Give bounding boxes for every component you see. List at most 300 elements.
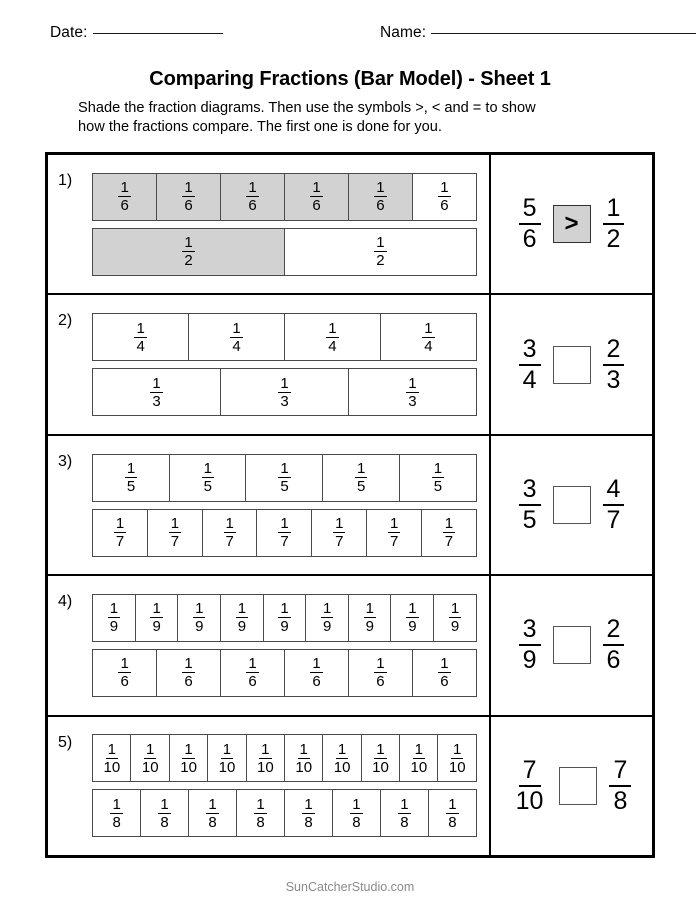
fraction (150, 601, 162, 634)
fraction-numerator: 1 (376, 179, 385, 197)
fraction (350, 797, 362, 830)
answer-right-fraction (603, 334, 625, 394)
fraction-bar-segment[interactable] (236, 789, 285, 837)
fraction-numerator: 4 (603, 477, 625, 506)
fraction-numerator: 1 (120, 655, 129, 673)
fraction-bar-bottom (92, 649, 477, 697)
fraction-bar-segment[interactable] (220, 368, 349, 416)
fraction (246, 656, 258, 689)
fraction-denominator: 2 (376, 252, 385, 270)
fraction-bar-segment[interactable] (220, 173, 285, 221)
fraction-bar-segment[interactable] (140, 789, 189, 837)
fraction-bar-bottom (92, 789, 477, 837)
fraction-bar-segment[interactable] (256, 509, 312, 557)
fraction-denominator: 7 (335, 533, 344, 551)
fraction-bar-segment[interactable] (135, 594, 179, 642)
comparison-symbol-box[interactable]: > (553, 205, 591, 243)
fraction-numerator: 1 (603, 196, 625, 225)
fraction-denominator: 2 (606, 225, 621, 254)
problem-number: 1) (58, 172, 73, 189)
fraction-numerator: 1 (256, 795, 265, 813)
bar-model-group (92, 173, 489, 276)
fraction-numerator: 1 (136, 319, 145, 337)
fraction-bar-segment[interactable] (92, 509, 148, 557)
fraction (169, 516, 181, 549)
fraction-denominator: 8 (208, 813, 217, 831)
fraction-numerator: 1 (450, 600, 460, 618)
fraction (449, 601, 461, 634)
fraction-numerator: 1 (357, 460, 366, 478)
fraction (406, 376, 418, 409)
instructions-line-2: how the fractions compare. The first one is done for you. (78, 119, 442, 135)
fraction-numerator: 1 (248, 655, 257, 673)
problem-number: 5) (58, 733, 73, 751)
fraction-denominator: 4 (522, 365, 537, 394)
fraction-denominator: 10 (448, 758, 466, 776)
fraction-denominator: 6 (522, 225, 537, 254)
fraction-denominator: 9 (109, 618, 119, 636)
fraction-denominator: 7 (280, 533, 289, 551)
fraction-numerator: 1 (352, 795, 361, 813)
fraction-denominator: 10 (372, 758, 389, 776)
fraction-numerator: 1 (299, 740, 308, 758)
fraction-denominator: 10 (410, 758, 428, 776)
fraction-bar-top (92, 734, 477, 782)
diagram-cell (48, 576, 491, 714)
fraction (326, 321, 338, 354)
problem-row (48, 576, 652, 716)
fraction (443, 516, 455, 549)
fraction-bar-segment[interactable] (156, 173, 221, 221)
fraction-denominator: 8 (352, 813, 361, 831)
fraction-numerator: 1 (280, 515, 289, 533)
fraction-numerator: 1 (400, 795, 409, 813)
problem-number: 2) (58, 312, 73, 330)
fraction-numerator: 1 (107, 740, 116, 758)
fraction-denominator: 5 (433, 478, 443, 496)
fraction-bar-segment[interactable] (421, 509, 477, 557)
fraction-bar-segment[interactable] (284, 734, 324, 782)
answer-left-fraction (519, 477, 541, 533)
fraction-denominator: 10 (141, 758, 159, 776)
fraction-denominator: 5 (357, 478, 366, 496)
fraction-numerator: 1 (280, 460, 289, 478)
fraction-bar-segment[interactable] (169, 454, 247, 502)
fraction-denominator: 5 (522, 506, 537, 535)
fraction-bar-segment[interactable] (332, 789, 381, 837)
fraction-bar-segment[interactable] (284, 228, 477, 276)
fraction (406, 601, 418, 634)
fraction-bar-segment[interactable] (305, 594, 349, 642)
fraction-bar-segment[interactable] (92, 313, 189, 361)
fraction-numerator: 1 (232, 319, 241, 337)
fraction-denominator: 6 (248, 197, 257, 215)
fraction (374, 235, 386, 268)
name-label: Name: (380, 24, 427, 41)
fraction-denominator: 10 (333, 758, 351, 776)
fraction-denominator: 3 (408, 392, 417, 410)
answer-left-fraction (519, 334, 541, 394)
fraction-numerator: 1 (225, 515, 234, 533)
fraction-bar-segment[interactable] (92, 594, 136, 642)
fraction (224, 516, 236, 549)
problem-number: 3) (58, 452, 73, 470)
fraction (370, 742, 391, 775)
fraction-denominator: 5 (203, 478, 212, 496)
fraction-bar-segment[interactable] (92, 649, 157, 697)
fraction-bar-bottom (92, 228, 477, 276)
fraction-numerator: 1 (237, 600, 247, 618)
fraction (125, 461, 137, 494)
fraction (140, 742, 161, 775)
fraction (108, 601, 120, 634)
fraction-numerator: 1 (184, 179, 193, 197)
fraction (217, 742, 238, 775)
fraction-bar-segment[interactable] (399, 454, 477, 502)
fraction-denominator: 6 (440, 197, 449, 215)
fraction-denominator: 4 (232, 337, 241, 355)
fraction-numerator: 2 (603, 337, 625, 366)
fraction-bar-segment[interactable] (348, 173, 413, 221)
comparison-symbol-box[interactable] (553, 346, 591, 384)
fraction-numerator: 1 (376, 234, 385, 252)
fraction (150, 376, 162, 409)
fraction-denominator: 8 (112, 813, 121, 831)
worksheet-table (45, 152, 655, 858)
fraction-numerator: 1 (424, 319, 433, 337)
fraction-bar-bottom (92, 368, 477, 416)
fraction-denominator: 4 (424, 337, 433, 355)
answer-cell (491, 717, 652, 855)
fraction-denominator: 4 (136, 337, 145, 355)
fraction (447, 742, 468, 775)
fraction-bar-segment[interactable] (177, 594, 221, 642)
fraction-numerator: 1 (184, 234, 193, 252)
instructions-line-1: Shade the fraction diagrams. Then use the symbols >, < and = to show (78, 100, 536, 116)
fraction-denominator: 7 (444, 533, 454, 551)
fraction-numerator: 1 (261, 740, 270, 758)
fraction-denominator: 8 (613, 786, 628, 815)
comparison-symbol-box[interactable] (559, 767, 597, 805)
fraction-numerator: 1 (208, 795, 217, 813)
fraction (158, 797, 170, 830)
fraction-denominator: 6 (120, 673, 129, 691)
fraction-numerator: 1 (448, 795, 457, 813)
fraction-bar-segment[interactable] (245, 454, 323, 502)
fraction-bar-segment[interactable] (348, 594, 392, 642)
fraction-numerator: 1 (126, 460, 136, 478)
fraction-denominator: 6 (248, 673, 257, 691)
fraction-bar-segment[interactable] (322, 454, 400, 502)
fraction-numerator: 1 (376, 740, 385, 758)
fraction-denominator: 8 (256, 813, 265, 831)
fraction-denominator: 2 (184, 252, 193, 270)
fraction-bar-segment[interactable] (92, 173, 157, 221)
fraction-denominator: 5 (126, 478, 136, 496)
fraction-bar-segment[interactable] (202, 509, 258, 557)
fraction (118, 656, 130, 689)
fraction (193, 601, 205, 634)
fraction-denominator: 10 (295, 758, 313, 776)
date-write-line[interactable] (93, 33, 223, 34)
fraction-numerator: 1 (444, 515, 454, 533)
problem-row (48, 717, 652, 855)
bar-model-group (92, 454, 489, 557)
fraction-bar-segment[interactable] (92, 789, 141, 837)
fraction-numerator: 1 (304, 795, 313, 813)
fraction (278, 376, 290, 409)
bar-model-group (92, 594, 489, 697)
fraction-numerator: 1 (365, 600, 374, 618)
fraction-denominator: 6 (184, 197, 193, 215)
fraction-bar-segment[interactable] (348, 649, 413, 697)
fraction (398, 797, 410, 830)
fraction-denominator: 7 (225, 533, 234, 551)
fraction (278, 516, 290, 549)
fraction-numerator: 1 (203, 460, 212, 478)
answer-left-fraction (519, 196, 541, 252)
fraction-numerator: 1 (152, 600, 161, 618)
fraction-denominator: 6 (184, 673, 193, 691)
diagram-cell (48, 295, 491, 433)
fraction-bar-segment[interactable] (348, 368, 477, 416)
fraction-denominator: 3 (152, 392, 161, 410)
fraction-bar-segment[interactable] (284, 313, 381, 361)
comparison-symbol-box[interactable] (553, 626, 591, 664)
fraction-denominator: 7 (170, 533, 180, 551)
answer-cell (491, 576, 652, 714)
fraction (255, 742, 276, 775)
fraction (178, 742, 199, 775)
fraction (310, 180, 322, 213)
fraction-bar-bottom (92, 509, 477, 557)
fraction-numerator: 1 (453, 740, 462, 758)
fraction-denominator: 8 (400, 813, 409, 831)
instructions (78, 99, 638, 137)
fraction-bar-segment[interactable] (284, 173, 349, 221)
fraction-numerator: 3 (519, 617, 541, 646)
fraction-numerator: 5 (519, 196, 541, 225)
name-field (380, 24, 696, 42)
fraction-bar-segment[interactable] (156, 649, 221, 697)
answer-right-fraction (603, 617, 625, 673)
fraction-bar-segment[interactable] (428, 789, 477, 837)
fraction (134, 321, 146, 354)
fraction-bar-segment[interactable] (433, 594, 477, 642)
bar-model-group (92, 313, 489, 416)
fraction-numerator: 1 (109, 600, 119, 618)
fraction-bar-segment[interactable] (361, 734, 401, 782)
fraction (438, 180, 450, 213)
diagram-cell (48, 436, 491, 574)
fraction-numerator: 1 (335, 515, 344, 533)
fraction-numerator: 1 (195, 600, 204, 618)
fraction (278, 601, 290, 634)
fraction (206, 797, 218, 830)
fraction-numerator: 1 (389, 515, 399, 533)
fraction-denominator: 10 (180, 758, 197, 776)
fraction (355, 461, 367, 494)
fraction-numerator: 1 (312, 179, 321, 197)
fraction-denominator: 9 (237, 618, 247, 636)
fraction-bar-segment[interactable] (412, 173, 477, 221)
fraction-denominator: 6 (376, 197, 385, 215)
fraction-denominator: 10 (256, 758, 274, 776)
fraction-bar-segment[interactable] (322, 734, 362, 782)
fraction-numerator: 1 (160, 795, 169, 813)
fraction-bar-segment[interactable] (220, 649, 285, 697)
fraction-bar-top (92, 313, 477, 361)
problem-row (48, 295, 652, 435)
date-label: Date: (50, 24, 88, 41)
fraction-denominator: 9 (522, 646, 537, 675)
fraction-numerator: 1 (440, 179, 449, 197)
fraction-denominator: 6 (312, 673, 321, 691)
fraction (246, 180, 258, 213)
fraction-bar-segment[interactable] (92, 228, 285, 276)
fraction-denominator: 7 (115, 533, 125, 551)
fraction (230, 321, 242, 354)
fraction (446, 797, 458, 830)
fraction (374, 656, 386, 689)
fraction-bar-top (92, 594, 477, 642)
fraction-bar-segment[interactable] (169, 734, 209, 782)
fraction-denominator: 6 (606, 646, 621, 675)
fraction-denominator: 10 (218, 758, 236, 776)
answer-cell (491, 295, 652, 433)
fraction-bar-segment[interactable] (188, 789, 237, 837)
fraction-denominator: 7 (389, 533, 399, 551)
fraction-denominator: 9 (323, 618, 332, 636)
fraction-numerator: 1 (280, 600, 289, 618)
answer-right-fraction (609, 755, 631, 815)
fraction (293, 742, 314, 775)
fraction-bar-segment[interactable] (399, 734, 439, 782)
fraction-bar-segment[interactable] (92, 454, 170, 502)
fraction-numerator: 1 (408, 374, 417, 392)
fraction (118, 180, 130, 213)
answer-cell (491, 155, 652, 293)
fraction (422, 321, 434, 354)
fraction (101, 742, 122, 775)
fraction-numerator: 1 (152, 374, 161, 392)
fraction-numerator: 1 (376, 655, 385, 673)
fraction-denominator: 10 (103, 758, 121, 776)
fraction (110, 797, 122, 830)
fraction-denominator: 7 (606, 506, 621, 535)
fraction-numerator: 1 (280, 374, 289, 392)
answer-cell (491, 436, 652, 574)
fraction-numerator: 1 (337, 740, 347, 758)
fraction-numerator: 1 (433, 460, 443, 478)
fraction-bar-segment[interactable] (366, 509, 422, 557)
name-write-line[interactable] (431, 33, 696, 34)
answer-left-fraction (519, 617, 541, 673)
fraction-denominator: 9 (152, 618, 161, 636)
fraction-denominator: 3 (606, 365, 621, 394)
fraction-numerator: 7 (519, 758, 541, 787)
fraction-numerator: 1 (323, 600, 332, 618)
fraction (332, 742, 353, 775)
fraction-bar-top (92, 454, 477, 502)
fraction (182, 180, 194, 213)
bar-model-group (92, 734, 489, 837)
fraction-denominator: 8 (304, 813, 313, 831)
fraction-numerator: 3 (519, 337, 541, 366)
fraction-bar-segment[interactable] (284, 789, 333, 837)
fraction-bar-top (92, 173, 477, 221)
fraction (278, 461, 290, 494)
fraction (310, 656, 322, 689)
diagram-cell (48, 155, 491, 293)
fraction-denominator: 6 (120, 197, 129, 215)
fraction (432, 461, 444, 494)
fraction-bar-segment[interactable] (311, 509, 367, 557)
fraction (182, 656, 194, 689)
fraction-bar-segment[interactable] (92, 368, 221, 416)
fraction-numerator: 1 (146, 740, 155, 758)
fraction-bar-segment[interactable] (207, 734, 247, 782)
date-field (50, 24, 223, 42)
fraction (302, 797, 314, 830)
fraction-bar-segment[interactable] (246, 734, 286, 782)
fraction (182, 235, 194, 268)
fraction (321, 601, 333, 634)
fraction (408, 742, 429, 775)
fraction-numerator: 1 (408, 600, 417, 618)
fraction-bar-segment[interactable] (437, 734, 477, 782)
footer-credit: SunCatcherStudio.com (285, 880, 415, 894)
fraction-bar-segment[interactable] (92, 734, 132, 782)
fraction-denominator: 9 (408, 618, 417, 636)
fraction-bar-segment[interactable] (188, 313, 285, 361)
fraction-bar-segment[interactable] (284, 649, 349, 697)
fraction-numerator: 1 (115, 515, 125, 533)
fraction-numerator: 1 (414, 740, 423, 758)
fraction-bar-segment[interactable] (220, 594, 264, 642)
fraction-bar-segment[interactable] (130, 734, 170, 782)
fraction-denominator: 8 (160, 813, 169, 831)
fraction-bar-segment[interactable] (380, 313, 477, 361)
fraction-bar-segment[interactable] (380, 789, 429, 837)
fraction-denominator: 6 (376, 673, 385, 691)
fraction-numerator: 2 (603, 617, 625, 646)
fraction (114, 516, 126, 549)
answer-right-fraction (603, 477, 625, 533)
answer-right-fraction (603, 196, 625, 252)
fraction-denominator: 6 (312, 197, 321, 215)
problem-row (48, 155, 652, 295)
comparison-symbol-box[interactable] (553, 486, 591, 524)
fraction-bar-segment[interactable] (412, 649, 477, 697)
page-title: Comparing Fractions (Bar Model) - Sheet 1 (149, 68, 551, 90)
fraction-bar-segment[interactable] (147, 509, 203, 557)
fraction-denominator: 8 (448, 813, 457, 831)
fraction-numerator: 1 (120, 179, 129, 197)
fraction (438, 656, 450, 689)
fraction-bar-segment[interactable] (390, 594, 434, 642)
fraction-denominator: 9 (450, 618, 460, 636)
fraction-denominator: 9 (365, 618, 374, 636)
fraction (333, 516, 345, 549)
fraction (254, 797, 266, 830)
fraction-denominator: 5 (280, 478, 289, 496)
fraction-numerator: 1 (328, 319, 337, 337)
fraction-numerator: 1 (222, 740, 232, 758)
fraction-denominator: 9 (280, 618, 289, 636)
fraction-numerator: 1 (170, 515, 180, 533)
fraction-bar-segment[interactable] (263, 594, 307, 642)
